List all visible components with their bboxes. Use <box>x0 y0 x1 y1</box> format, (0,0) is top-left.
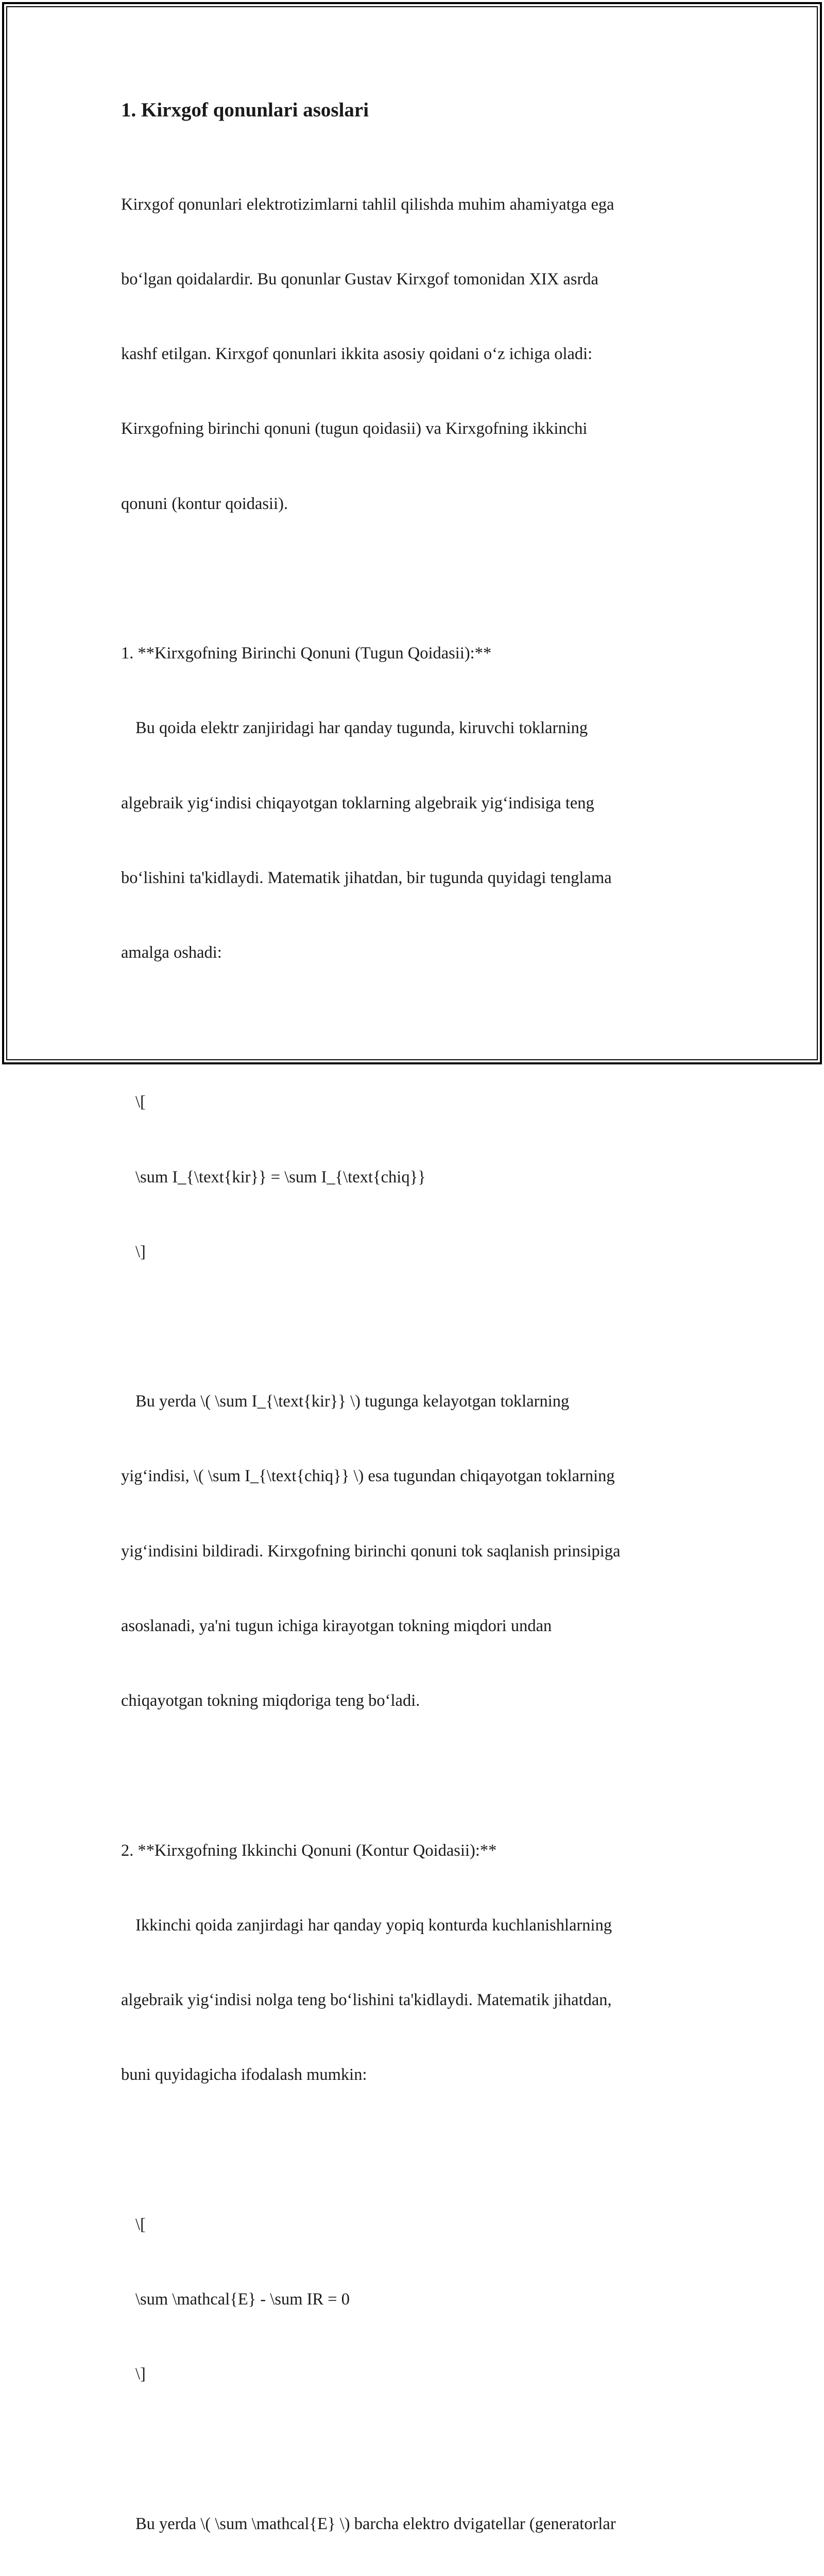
law2-desc-line: Ikkinchi qoida zanjirdagi har qanday yopiq konturda kuchlanishlarning <box>135 1916 612 1935</box>
law1-block <box>121 591 708 1015</box>
law2-desc-line: buni quyidagicha ifodalash mumkin: <box>121 2065 367 2084</box>
law1-formula <box>121 1040 708 1314</box>
intro-line: Kirxgof qonunlari elektrotizimlarni tahlil qilishda muhim ahamiyatga ega <box>121 195 614 214</box>
law1-explain-line: Bu yerda \( \sum I_{\text{kir}} \) tugunga kelayotgan toklarning <box>135 1392 570 1411</box>
document-body <box>121 97 708 2576</box>
law1-explanation <box>121 1339 708 1763</box>
formula-line: \sum I_{\text{kir}} = \sum I_{\text{chiq}} <box>135 1167 426 1187</box>
law1-desc-line: amalga oshadi: <box>121 943 222 962</box>
intro-paragraph <box>121 142 708 566</box>
law1-desc-line: bo‘lishini ta'kidlaydi. Matematik jihatdan, bir tugunda quyidagi tenglama <box>121 868 612 887</box>
law2-explanation <box>121 2462 708 2576</box>
law1-title: 1. **Kirxgofning Birinchi Qonuni (Tugun Qoidasii):** <box>121 644 492 663</box>
law1-explain-line: yig‘indisini bildiradi. Kirxgofning birinchi qonuni tok saqlanish prinsipiga <box>121 1541 621 1561</box>
intro-line: qonuni (kontur qoidasii). <box>121 494 288 513</box>
law1-desc-line: algebraik yig‘indisi chiqayotgan toklarning algebraik yig‘indisiga teng <box>121 793 594 812</box>
law2-block <box>121 1788 708 2138</box>
intro-line: bo‘lgan qoidalardir. Bu qonunlar Gustav Kirxgof tomonidan XIX asrda <box>121 270 598 289</box>
law2-title: 2. **Kirxgofning Ikkinchi Qonuni (Kontur Qoidasii):** <box>121 1841 497 1860</box>
law1-explain-line: asoslanadi, ya'ni tugun ichiga kirayotgan tokning miqdori undan <box>121 1616 552 1635</box>
law1-explain-line: chiqayotgan tokning miqdoriga teng bo‘ladi. <box>121 1691 420 1710</box>
law2-explain-line: Bu yerda \( \sum \mathcal{E} \) barcha elektro dvigatellar (generatorlar <box>135 2514 616 2533</box>
section-heading: 1. Kirxgof qonunlari asoslari <box>121 99 369 121</box>
formula-line: \[ <box>135 2215 146 2234</box>
formula-line: \sum \mathcal{E} - \sum IR = 0 <box>135 2290 350 2309</box>
formula-line: \[ <box>135 1093 146 1112</box>
law1-explain-line: yig‘indisi, \( \sum I_{\text{chiq}} \) esa tugundan chiqayotgan toklarning <box>121 1467 615 1486</box>
intro-line: Kirxgofning birinchi qonuni (tugun qoidasii) va Kirxgofning ikkinchi <box>121 419 588 438</box>
formula-line: \] <box>135 1242 146 1261</box>
formula-line: \] <box>135 2365 146 2384</box>
law2-formula <box>121 2162 708 2436</box>
intro-line: kashf etilgan. Kirxgof qonunlari ikkita asosiy qoidani o‘z ichiga oladi: <box>121 345 593 364</box>
law2-desc-line: algebraik yig‘indisi nolga teng bo‘lishini ta'kidlaydi. Matematik jihatdan, <box>121 1991 612 2009</box>
law1-desc-line: Bu qoida elektr zanjiridagi har qanday tugunda, kiruvchi toklarning <box>135 719 588 738</box>
